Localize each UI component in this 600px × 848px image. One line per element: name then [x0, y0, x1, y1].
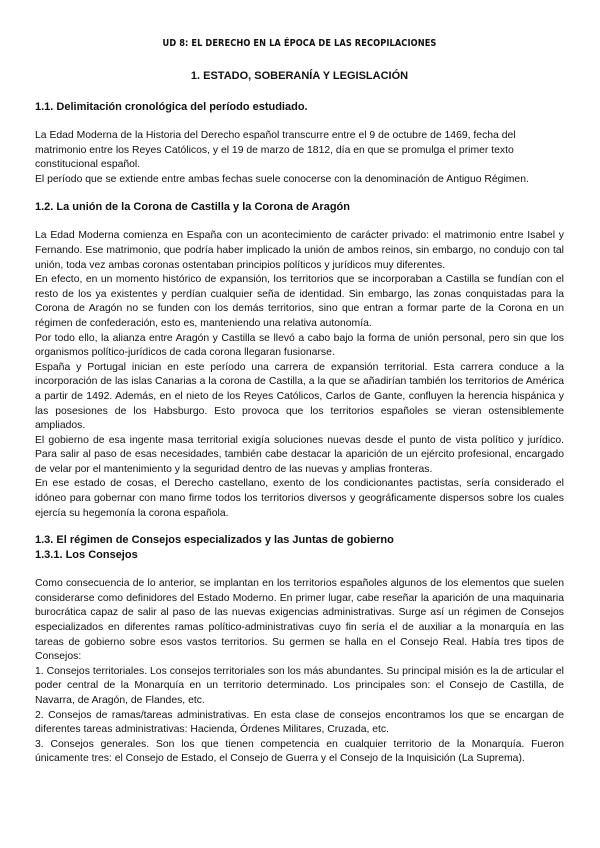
section-1-3-heading: 1.3. El régimen de Consejos especializados y las Juntas de gobierno	[35, 534, 394, 547]
paragraph: España y Portugal inician en este período una carrera de expansión territorial. Esta carrera conduce a la incorporación de las islas Canarias a la corona de Castilla, a la que se añadirían también los territorios de América a partir de 1492. Además, en el nieto de los Reyes Católicos, Carlos de Gante, confluyen la herencia hispánica y las posesiones de los Habsburgo. Esto provoca que los territorios españoles se vieran ostensiblemente ampliados.	[35, 361, 564, 432]
list-item: 1. Consejos territoriales. Los consejos territoriales son los más abundantes. Su principal misión es la de articular el poder central de la Monarquía en un territorio determinado. Los principales son: el Consejo de Castilla, de Navarra, de Aragón, de Flandes, etc.	[35, 665, 564, 706]
section-1-3-1-heading: 1.3.1. Los Consejos	[35, 549, 138, 562]
section-1-2-heading: 1.2. La unión de la Corona de Castilla y la Corona de Aragón	[35, 201, 350, 214]
spacer	[35, 187, 564, 200]
paragraph: El período que se extiende entre ambas fechas suele conocerse con la denominación de Antiguo Régimen.	[35, 173, 529, 185]
list-item: 2. Consejos de ramas/tareas administrativas. En esta clase de consejos encontramos los que se encargan de diferentes tareas administrativas: Hacienda, Órdenes Militares, Cruzada, etc.	[35, 709, 564, 736]
document-title: UD 8: EL DERECHO EN LA ÉPOCA DE LAS RECOPILACIONES	[162, 38, 437, 49]
paragraph: En ese estado de cosas, el Derecho castellano, exento de los condicionantes pactistas, sería considerado el idóneo para gobernar con mano firme todos los territorios diversos y geográficamente dispersos sobre los cuales ejercía su hegemonía la corona española.	[35, 478, 564, 519]
section-1-heading: 1. ESTADO, SOBERANÍA Y LEGISLACIÓN	[190, 70, 409, 82]
paragraph: Como consecuencia de lo anterior, se implantan en los territorios españoles algunos de los elementos que suelen considerarse como definidores del Estado Moderno. En primer lugar, cabe reseñar la aparición de una maquinaria burocrática capaz de salir al paso de las nuevas exigencias administrativas. Surge así un régimen de Consejos especializados en diferentes ramas político-administrativas cuyo fin sería el de auxiliar a la monarquía en las tareas de gobierno sobre esos vastos territorios. Su germen se halla en el Consejo Real. Había tres tipos de Consejos:	[35, 578, 564, 663]
list-item: 3. Consejos generales. Son los que tienen competencia en cualquier territorio de la Monarquía. Fueron únicamente tres: el Consejo de Estado, el Consejo de Guerra y el Consejo de la Inquisición (La Suprema).	[35, 738, 564, 765]
paragraph: En efecto, en un momento histórico de expansión, los territorios que se incorporaban a Castilla se fundían con el resto de los ya existentes y perdían cualquier seña de identidad. Sin embargo, las zonas conquistadas para la Corona de Aragón no se funden con los demás territorios, sino que entran a formar parte de la Corona en un régimen de confederación, esto es, manteniendo una relativa autonomía.	[35, 274, 564, 329]
paragraph: Por todo ello, la alianza entre Aragón y Castilla se llevó a cabo bajo la forma de unión personal, pero sin que los organismos político-jurídicos de cada corona llegaran fusionarse.	[35, 332, 564, 359]
spacer	[35, 521, 564, 533]
paragraph: La Edad Moderna de la Historia del Derecho español transcurre entre el 9 de octubre de 1469, fecha del matrimonio entre los Reyes Católicos, y el 19 de marzo de 1812, día en que se promulga el primer texto constitucional español.	[35, 130, 516, 171]
paragraph: La Edad Moderna comienza en España con un acontecimiento de carácter privado: el matrimonio entre Isabel y Fernando. Ese matrimonio, que podría haber implicado la unión de ambos reinos, sin embargo, no condujo con tal unión, toda vez ambas coronas ostentaban principios políticos y jurídicos muy diferentes.	[35, 230, 564, 271]
section-1-1-heading: 1.1. Delimitación cronológica del período estudiado.	[35, 101, 308, 113]
paragraph: El gobierno de esa ingente masa territorial exigía soluciones nuevas desde el punto de vista político y jurídico. Para salir al paso de esas necesidades, también cabe destacar la aparición de un ejército profesional, encargado de velar por el mantenimiento y la seguridad dentro de las nuevas y amplias fronteras.	[35, 434, 564, 475]
